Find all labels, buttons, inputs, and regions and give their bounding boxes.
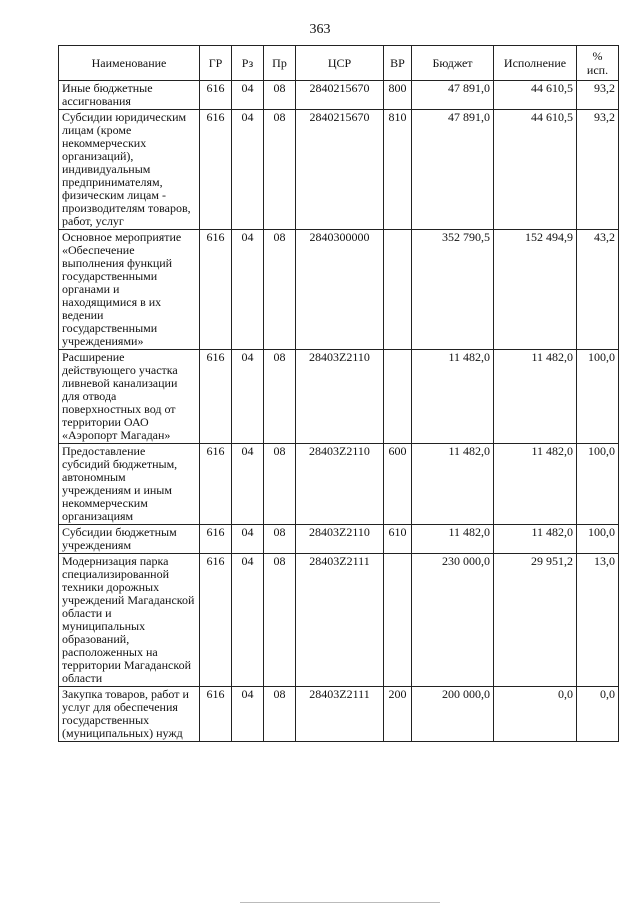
row-gr: 616	[200, 687, 232, 742]
row-name: Предоставление субсидий бюджетным, автономным учреждениям и иным некоммерческим организациям	[59, 444, 200, 525]
row-execution: 11 482,0	[494, 350, 577, 444]
row-vr: 810	[384, 110, 412, 230]
row-percent: 93,2	[577, 81, 619, 110]
row-vr	[384, 350, 412, 444]
row-csr: 28403Z2110	[296, 350, 384, 444]
row-budget: 200 000,0	[412, 687, 494, 742]
row-vr: 600	[384, 444, 412, 525]
row-execution: 11 482,0	[494, 525, 577, 554]
row-rz: 04	[232, 525, 264, 554]
row-csr: 2840215670	[296, 81, 384, 110]
row-gr: 616	[200, 554, 232, 687]
row-gr: 616	[200, 230, 232, 350]
table-row	[59, 81, 619, 110]
row-rz: 04	[232, 81, 264, 110]
row-csr: 2840215670	[296, 110, 384, 230]
row-execution: 11 482,0	[494, 444, 577, 525]
row-execution: 29 951,2	[494, 554, 577, 687]
row-execution: 152 494,9	[494, 230, 577, 350]
percent-symbol: %	[592, 49, 603, 63]
row-gr: 616	[200, 110, 232, 230]
row-pr: 08	[264, 444, 296, 525]
row-percent: 13,0	[577, 554, 619, 687]
col-header-name: Наименование	[59, 46, 200, 81]
row-name: Субсидии бюджетным учреждениям	[59, 525, 200, 554]
col-header-budget: Бюджет	[412, 46, 494, 81]
row-pr: 08	[264, 110, 296, 230]
row-execution: 44 610,5	[494, 110, 577, 230]
row-name: Иные бюджетные ассигнования	[59, 81, 200, 110]
row-rz: 04	[232, 554, 264, 687]
row-percent: 43,2	[577, 230, 619, 350]
row-csr: 28403Z2111	[296, 554, 384, 687]
row-csr: 28403Z2110	[296, 525, 384, 554]
row-pr: 08	[264, 554, 296, 687]
row-pr: 08	[264, 687, 296, 742]
table-row	[59, 554, 619, 687]
row-vr: 200	[384, 687, 412, 742]
row-percent: 100,0	[577, 444, 619, 525]
row-csr: 2840300000	[296, 230, 384, 350]
row-percent: 100,0	[577, 525, 619, 554]
percent-label: исп.	[586, 63, 609, 77]
row-name: Модернизация парка специализированной техники дорожных учреждений Магаданской области и муниципальных образований, расположенных на территории Магаданской области	[59, 554, 200, 687]
row-rz: 04	[232, 687, 264, 742]
budget-table	[58, 45, 619, 742]
page-bottom-rule	[240, 902, 440, 903]
row-percent: 100,0	[577, 350, 619, 444]
row-name: Субсидии юридическим лицам (кроме некоммерческих организаций), индивидуальным предпринимателям, физическим лицам - производителям товаров, работ, услуг	[59, 110, 200, 230]
row-rz: 04	[232, 110, 264, 230]
row-vr	[384, 230, 412, 350]
row-budget: 11 482,0	[412, 444, 494, 525]
col-header-pr: Пр	[264, 46, 296, 81]
row-name: Расширение действующего участка ливневой канализации для отвода поверхностных вод от территории ОАО «Аэропорт Магадан»	[59, 350, 200, 444]
row-rz: 04	[232, 444, 264, 525]
row-budget: 11 482,0	[412, 350, 494, 444]
row-name: Основное мероприятие «Обеспечение выполнения функций государственными органами и находящимися в их ведении государственными учреждениями»	[59, 230, 200, 350]
row-rz: 04	[232, 350, 264, 444]
page-number: 363	[309, 22, 331, 37]
row-vr: 800	[384, 81, 412, 110]
table-row	[59, 110, 619, 230]
row-gr: 616	[200, 444, 232, 525]
row-execution: 44 610,5	[494, 81, 577, 110]
row-budget: 352 790,5	[412, 230, 494, 350]
col-header-percent	[577, 46, 619, 81]
row-budget: 230 000,0	[412, 554, 494, 687]
row-gr: 616	[200, 81, 232, 110]
row-vr	[384, 554, 412, 687]
table-row	[59, 687, 619, 742]
col-header-execution: Исполнение	[494, 46, 577, 81]
row-pr: 08	[264, 350, 296, 444]
col-header-vr: ВР	[384, 46, 412, 81]
row-pr: 08	[264, 525, 296, 554]
table-row	[59, 350, 619, 444]
row-rz: 04	[232, 230, 264, 350]
row-budget: 11 482,0	[412, 525, 494, 554]
table-row	[59, 444, 619, 525]
row-gr: 616	[200, 525, 232, 554]
row-csr: 28403Z2110	[296, 444, 384, 525]
col-header-gr: ГР	[200, 46, 232, 81]
table-row	[59, 230, 619, 350]
row-vr: 610	[384, 525, 412, 554]
row-percent: 0,0	[577, 687, 619, 742]
row-budget: 47 891,0	[412, 110, 494, 230]
row-execution: 0,0	[494, 687, 577, 742]
col-header-csr: ЦСР	[296, 46, 384, 81]
row-pr: 08	[264, 81, 296, 110]
row-pr: 08	[264, 230, 296, 350]
row-gr: 616	[200, 350, 232, 444]
row-name: Закупка товаров, работ и услуг для обеспечения государственных (муниципальных) нужд	[59, 687, 200, 742]
table-header-row	[59, 46, 619, 81]
row-csr: 28403Z2111	[296, 687, 384, 742]
col-header-rz: Рз	[232, 46, 264, 81]
row-budget: 47 891,0	[412, 81, 494, 110]
row-percent: 93,2	[577, 110, 619, 230]
table-row	[59, 525, 619, 554]
